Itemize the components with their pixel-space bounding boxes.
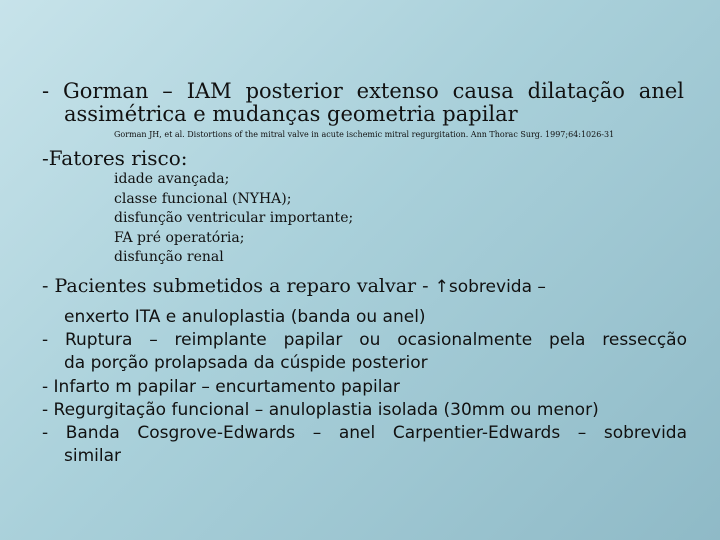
risk-factor-item: classe funcional (NYHA); [114, 190, 292, 207]
bullet-rupture-line1: - Ruptura – reimplante papilar ou ocasionalmente pela ressecção [42, 330, 687, 351]
citation: Gorman JH, et al. Distortions of the mitral valve in acute ischemic mitral regurgitation. Ann Thorac Surg. 1997;64:1026-31 [114, 130, 615, 139]
bullet-repair-line1 [42, 274, 546, 299]
bullet-functional-regurgitation: - Regurgitação funcional – anuloplastia isolada (30mm ou menor) [42, 399, 599, 420]
bullet-repair-survival-text: ↑sobrevida – [434, 277, 546, 297]
risk-factors-heading: -Fatores risco: [42, 146, 188, 170]
bullet-repair-serif-text: - Pacientes submetidos a reparo valvar - [42, 275, 435, 297]
bullet-infarct: - Infarto m papilar – encurtamento papilar [42, 376, 400, 397]
bullet-band-line1: - Banda Cosgrove-Edwards – anel Carpentier-Edwards – sobrevida [42, 423, 687, 444]
bullet-repair-line2: enxerto ITA e anuloplastia (banda ou anel) [64, 307, 426, 327]
bullet-band-line2: similar [64, 446, 121, 467]
bullet-gorman-line2: assimétrica e mudanças geometria papilar [64, 102, 518, 126]
bullet-block [42, 306, 687, 468]
risk-factors-list [114, 170, 353, 268]
risk-factor-item: FA pré operatória; [114, 229, 245, 246]
bullet-gorman-line1: - Gorman – IAM posterior extenso causa dilatação anel [42, 79, 684, 103]
risk-factor-item: idade avançada; [114, 171, 230, 187]
risk-factor-item: disfunção renal [114, 249, 224, 265]
risk-factor-item: disfunção ventricular importante; [114, 210, 354, 226]
bullet-rupture-line2: da porção prolapsada da cúspide posterior [64, 353, 428, 374]
